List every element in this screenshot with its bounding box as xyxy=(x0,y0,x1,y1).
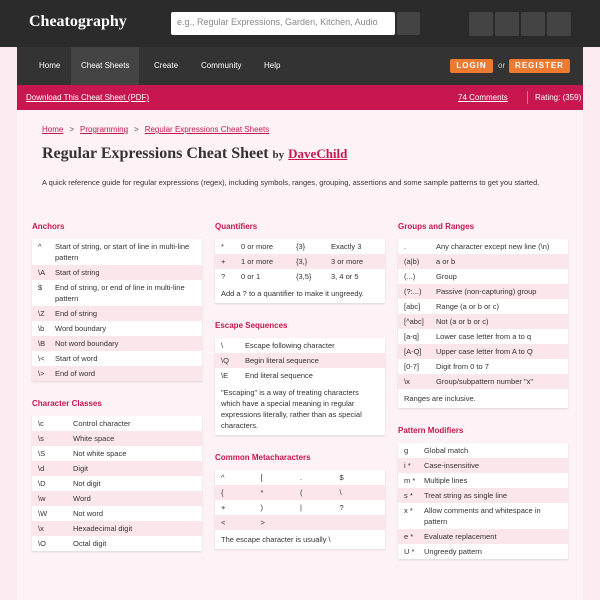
row-key: [a-q] xyxy=(404,332,420,341)
table-row xyxy=(398,359,568,374)
main-nav xyxy=(17,47,583,85)
quantifier-meaning: 1 or more xyxy=(241,257,274,266)
table-row xyxy=(32,461,202,476)
row-key: $ xyxy=(38,283,43,292)
table-row xyxy=(32,416,202,431)
row-key: \W xyxy=(38,509,48,518)
author-link[interactable]: DaveChild xyxy=(288,146,348,161)
table-row xyxy=(398,269,568,284)
metacharacter: ) xyxy=(260,503,263,512)
row-value: Start of string xyxy=(55,268,100,277)
search-button[interactable] xyxy=(397,12,420,35)
row-value: End of string, or end of line in multi-line pattern xyxy=(55,283,185,303)
sheet-bar xyxy=(17,85,583,110)
row-key: U * xyxy=(404,547,415,556)
row-key: (...) xyxy=(404,272,416,281)
login-button[interactable]: LOGIN xyxy=(450,59,493,73)
table-row xyxy=(215,500,385,515)
quantifier-symbol: * xyxy=(221,242,224,251)
row-value: Multiple lines xyxy=(424,476,468,485)
row-value: Not word boundary xyxy=(55,339,119,348)
row-key: \S xyxy=(38,449,46,458)
row-value: Not (a or b or c) xyxy=(436,317,489,326)
quantifier-meaning: 3 or more xyxy=(331,257,364,266)
breadcrumb-home[interactable]: Home xyxy=(42,125,64,134)
row-key: \E xyxy=(221,371,229,380)
groups-ranges-card xyxy=(398,239,568,408)
row-value: Group/subpattern number "x" xyxy=(436,377,534,386)
table-row xyxy=(32,476,202,491)
pattern-modifiers-title: Pattern Modifiers xyxy=(398,426,464,435)
table-row xyxy=(32,306,202,321)
row-value: Global match xyxy=(424,446,469,455)
search-input[interactable]: e.g., Regular Expressions, Garden, Kitchen, Audio xyxy=(171,12,395,35)
row-key: \D xyxy=(38,479,46,488)
row-key: \b xyxy=(38,324,45,333)
row-value: a or b xyxy=(436,257,456,266)
metacharacter: < xyxy=(221,518,226,527)
row-value: Allow comments and whitespace in pattern xyxy=(424,506,541,526)
table-row xyxy=(32,491,202,506)
row-key: i * xyxy=(404,461,411,470)
table-row xyxy=(32,336,202,351)
quantifier-symbol: + xyxy=(221,257,226,266)
site-logo[interactable]: Cheatography xyxy=(29,13,127,30)
table-row xyxy=(398,344,568,359)
metacharacter xyxy=(340,517,380,528)
row-key: \B xyxy=(38,339,46,348)
rating-label: Rating: (359) xyxy=(535,93,582,102)
row-value: Case-insensitive xyxy=(424,461,480,470)
table-row xyxy=(215,353,385,368)
escape-sequences-card xyxy=(215,338,385,435)
row-key: \d xyxy=(38,464,45,473)
metacharacter: ^ xyxy=(221,473,225,482)
table-row xyxy=(215,254,385,269)
row-value: Word xyxy=(73,494,91,503)
table-row xyxy=(32,351,202,366)
download-pdf-link[interactable]: Download This Cheat Sheet (PDF) xyxy=(26,93,150,102)
table-row xyxy=(398,488,568,503)
quantifier-meaning: 3, 4 or 5 xyxy=(331,272,359,281)
row-value: Start of string, or start of line in multi-line pattern xyxy=(55,242,190,262)
nav-create[interactable]: Create xyxy=(154,61,179,70)
row-key: \w xyxy=(38,494,46,503)
metacharacter: | xyxy=(300,503,302,512)
main-content xyxy=(17,110,583,600)
table-row xyxy=(32,506,202,521)
row-key: g xyxy=(404,446,409,455)
table-row xyxy=(398,443,568,458)
common-metacharacters-title: Common Metacharacters xyxy=(215,453,311,462)
anchors-card xyxy=(32,239,202,381)
row-value: Treat string as single line xyxy=(424,491,508,500)
top-bar xyxy=(0,0,600,47)
row-key: . xyxy=(404,242,407,251)
quantifiers-title: Quantifiers xyxy=(215,222,258,231)
table-row xyxy=(398,314,568,329)
quantifier-symbol: {3} xyxy=(296,242,306,251)
row-key: ^ xyxy=(38,242,42,251)
row-value: End of word xyxy=(55,369,96,378)
row-key: \x xyxy=(38,524,44,533)
row-value: Ungreedy pattern xyxy=(424,547,482,556)
column-middle xyxy=(215,222,385,549)
nav-or-text: or xyxy=(498,61,506,70)
row-key: m * xyxy=(404,476,416,485)
breadcrumb xyxy=(42,125,269,134)
row-key: \s xyxy=(38,434,44,443)
row-key: s * xyxy=(404,491,413,500)
row-value: Passive (non-capturing) group xyxy=(436,287,537,296)
quantifier-symbol: {3,5} xyxy=(296,272,312,281)
metacharacter: + xyxy=(221,503,226,512)
table-row xyxy=(32,239,202,265)
table-row xyxy=(32,321,202,336)
nav-help[interactable]: Help xyxy=(264,61,281,70)
quantifiers-card xyxy=(215,239,385,303)
row-key: \> xyxy=(38,369,45,378)
row-value: White space xyxy=(73,434,115,443)
social-icon-2[interactable] xyxy=(495,12,519,36)
row-key: x * xyxy=(404,506,413,515)
divider xyxy=(527,91,528,104)
table-row xyxy=(398,529,568,544)
table-row xyxy=(32,446,202,461)
row-key: \A xyxy=(38,268,46,277)
table-row xyxy=(32,536,202,551)
row-value: Control character xyxy=(73,419,131,428)
row-value: End literal sequence xyxy=(245,371,313,380)
table-row xyxy=(398,254,568,269)
quantifier-meaning: 0 or more xyxy=(241,242,274,251)
row-value: Upper case letter from A to Q xyxy=(436,347,533,356)
row-key: (?:...) xyxy=(404,287,422,296)
nav-home[interactable]: Home xyxy=(39,61,61,70)
column-left xyxy=(32,222,202,551)
table-row xyxy=(398,284,568,299)
table-row xyxy=(398,239,568,254)
page-title-text: Regular Expressions Cheat Sheet xyxy=(42,145,269,162)
table-row xyxy=(398,503,568,529)
row-value: End of string xyxy=(55,309,98,318)
nav-cheat-sheets[interactable]: Cheat Sheets xyxy=(71,47,139,85)
metacharacter: \ xyxy=(339,488,342,497)
row-value: Octal digit xyxy=(73,539,107,548)
row-value: Digit from 0 to 7 xyxy=(436,362,489,371)
table-row xyxy=(32,280,202,306)
row-value: Begin literal sequence xyxy=(245,356,319,365)
quantifier-symbol: ? xyxy=(221,272,226,281)
metacharacter: . xyxy=(300,473,303,482)
table-row xyxy=(32,431,202,446)
row-key: \x xyxy=(404,377,410,386)
table-row xyxy=(215,470,385,485)
breadcrumb-regex-sheets[interactable]: Regular Expressions Cheat Sheets xyxy=(144,125,270,134)
table-row xyxy=(398,544,568,559)
table-row xyxy=(215,239,385,254)
row-value: Word boundary xyxy=(55,324,107,333)
table-row xyxy=(215,368,385,383)
row-key: (a|b) xyxy=(404,257,420,266)
section-note: Add a ? to a quantifier to make it ungreedy. xyxy=(221,289,364,298)
table-row xyxy=(215,485,385,500)
character-classes-card xyxy=(32,416,202,551)
breadcrumb-separator: > xyxy=(134,125,139,134)
metacharacter: { xyxy=(221,488,224,497)
row-value: Lower case letter from a to q xyxy=(436,332,532,341)
social-icon-1[interactable] xyxy=(469,12,493,36)
nav-community[interactable]: Community xyxy=(201,61,242,70)
row-value: Start of word xyxy=(55,354,98,363)
row-key: \Q xyxy=(221,356,229,365)
section-note: Ranges are inclusive. xyxy=(404,394,476,403)
row-key: [abc] xyxy=(404,302,421,311)
table-row xyxy=(398,329,568,344)
quantifier-meaning: Exactly 3 xyxy=(331,242,362,251)
common-metacharacters-card xyxy=(215,470,385,549)
register-button[interactable]: REGISTER xyxy=(509,59,570,73)
table-row xyxy=(215,338,385,353)
row-value: Not white space xyxy=(73,449,127,458)
row-key: \< xyxy=(38,354,45,363)
metacharacter: > xyxy=(260,518,265,527)
pattern-modifiers-card xyxy=(398,443,568,559)
social-icon-3[interactable] xyxy=(521,12,545,36)
column-right xyxy=(398,222,568,559)
metacharacter: ? xyxy=(339,503,344,512)
escape-sequences-title: Escape Sequences xyxy=(215,321,288,330)
row-key: [A-Q] xyxy=(404,347,422,356)
section-note: "Escaping" is a way of treating characters which have a special meaning in regular expressions literally, rather than as special characters. xyxy=(221,388,362,430)
social-icon-4[interactable] xyxy=(547,12,571,36)
table-row xyxy=(398,458,568,473)
row-value: Group xyxy=(436,272,457,281)
row-value: Evaluate replacement xyxy=(424,532,497,541)
row-value: Digit xyxy=(73,464,89,473)
metacharacter: * xyxy=(260,488,264,497)
section-note: The escape character is usually \ xyxy=(221,535,331,544)
table-row xyxy=(215,269,385,284)
character-classes-title: Character Classes xyxy=(32,399,102,408)
row-value: Range (a or b or c) xyxy=(436,302,499,311)
page-title-by: by xyxy=(272,149,285,161)
quantifier-symbol: {3,} xyxy=(296,257,308,266)
table-row xyxy=(398,299,568,314)
metacharacter: [ xyxy=(260,473,263,482)
table-row xyxy=(32,521,202,536)
anchors-title: Anchors xyxy=(32,222,65,231)
table-row xyxy=(398,473,568,488)
row-key: [0-7] xyxy=(404,362,420,371)
quantifier-meaning: 0 or 1 xyxy=(241,272,261,281)
metacharacter xyxy=(300,517,340,528)
row-value: Not digit xyxy=(73,479,101,488)
page-description: A quick reference guide for regular expressions (regex), including symbols, ranges, grouping, assertions and some sample patterns to get you started. xyxy=(42,178,540,187)
row-key: \ xyxy=(221,341,224,350)
row-value: Any character except new line (\n) xyxy=(436,242,550,251)
table-row xyxy=(215,515,385,530)
table-row xyxy=(32,265,202,280)
row-key: [^abc] xyxy=(404,317,424,326)
row-value: Not word xyxy=(73,509,104,518)
metacharacter: $ xyxy=(339,473,344,482)
row-key: \O xyxy=(38,539,46,548)
comments-link[interactable]: 74 Comments xyxy=(458,93,508,102)
page-title xyxy=(42,145,347,163)
row-key: \Z xyxy=(38,309,45,318)
table-row xyxy=(398,374,568,389)
row-value: Escape following character xyxy=(245,341,335,350)
table-row xyxy=(32,366,202,381)
row-value: Hexadecimal digit xyxy=(73,524,133,533)
metacharacter: ( xyxy=(300,488,303,497)
row-key: \c xyxy=(38,419,44,428)
breadcrumb-programming[interactable]: Programming xyxy=(80,125,129,134)
breadcrumb-separator: > xyxy=(69,125,75,134)
row-key: e * xyxy=(404,532,414,541)
groups-ranges-title: Groups and Ranges xyxy=(398,222,475,231)
